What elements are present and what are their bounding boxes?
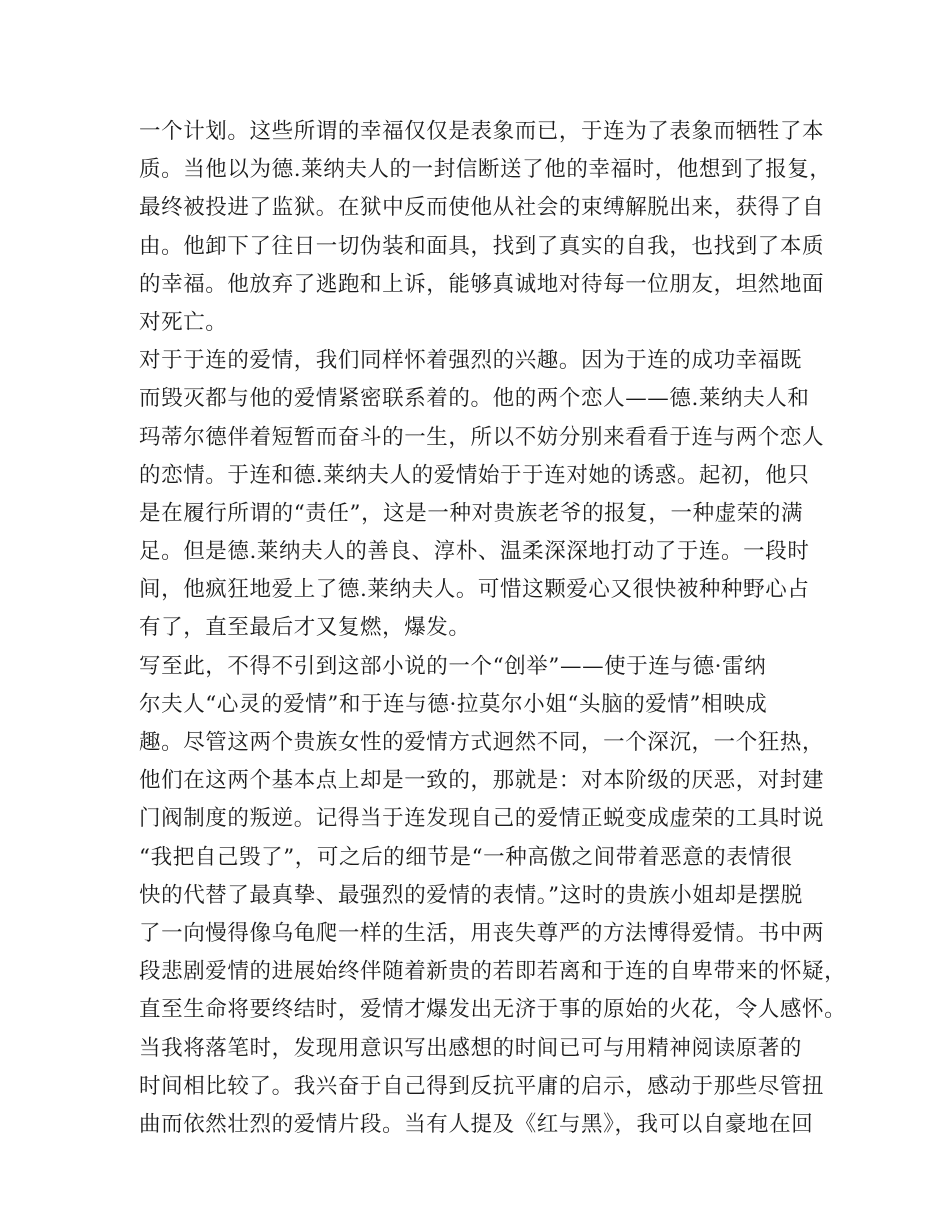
text-line: 当我将落笔时，发现用意识写出感想的时间已可与用精神阅读原著的 <box>139 1035 803 1061</box>
text-line: 对死亡。 <box>139 309 228 335</box>
text-line: 的幸福。他放弃了逃跑和上诉，能够真诚地对待每一位朋友，坦然地面 <box>139 271 825 297</box>
text-line: 直至生命将要终结时，爱情才爆发出无济于事的原始的火花，令人感怀。 <box>139 997 847 1023</box>
text-line: 趣。尽管这两个贵族女性的爱情方式迥然不同，一个深沉，一个狂热， <box>139 730 825 755</box>
text-line: 有了，直至最后才又复燃，爆发。 <box>139 615 471 641</box>
text-line: 了一向慢得像乌龟爬一样的生活，用丧失尊严的方法博得爱情。书中两 <box>139 920 825 946</box>
text-line: 一个计划。这些所谓的幸福仅仅是表象而已，于连为了表象而牺牲了本 <box>139 119 825 144</box>
text-line: 间，他疯狂地爱上了德.莱纳夫人。可惜这颗爱心又很快被种种野心占 <box>139 577 810 603</box>
text-line: 写至此，不得不引到这部小说的一个“创举”——使于连与德·雷纳 <box>139 653 767 679</box>
text-line: 由。他卸下了往日一切伪装和面具，找到了真实的自我，也找到了本质 <box>139 233 825 259</box>
body-text <box>139 113 847 1144</box>
text-line: 曲而依然壮烈的爱情片段。当有人提及《红与黑》，我可以自豪地在回 <box>139 1111 814 1137</box>
text-line: 质。当他以为德.莱纳夫人的一封信断送了他的幸福时，他想到了报复， <box>139 157 832 183</box>
text-line: 的恋情。于连和德.莱纳夫人的爱情始于于连对她的诱惑。起初，他只 <box>139 462 810 488</box>
text-line: 玛蒂尔德伴着短暂而奋斗的一生，所以不妨分别来看看于连与两个恋人 <box>139 424 825 450</box>
text-line: 最终被投进了监狱。在狱中反而使他从社会的束缚解脱出来，获得了自 <box>139 195 825 221</box>
text-line: 他们在这两个基本点上却是一致的，那就是：对本阶级的厌恶，对封建 <box>139 768 825 794</box>
text-line: 快的代替了最真挚、最强烈的爱情的表情。”这时的贵族小姐却是摆脱 <box>139 882 803 908</box>
text-line: 对于于连的爱情，我们同样怀着强烈的兴趣。因为于连的成功幸福既 <box>139 348 803 374</box>
text-line: 是在履行所谓的“责任”，这是一种对贵族老爷的报复，一种虚荣的满 <box>139 500 804 526</box>
text-line: 足。但是德.莱纳夫人的善良、淳朴、温柔深深地打动了于连。一段时 <box>139 539 810 565</box>
text-line: 时间相比较了。我兴奋于自己得到反抗平庸的启示，感动于那些尽管扭 <box>139 1073 825 1099</box>
text-line: “我把自己毁了”，可之后的细节是“一种高傲之间带着恶意的表情很 <box>139 844 793 870</box>
text-line: 而毁灭都与他的爱情紧密联系着的。他的两个恋人——德.莱纳夫人和 <box>139 386 810 412</box>
text-line: 门阀制度的叛逆。记得当于连发现自己的爱情正蜕变成虚荣的工具时说 <box>139 806 825 832</box>
text-line: 段悲剧爱情的进展始终伴随着新贵的若即若离和于连的自卑带来的怀疑， <box>139 959 847 985</box>
text-line: 尔夫人“心灵的爱情”和于连与德·拉莫尔小姐“头脑的爱情”相映成 <box>139 691 768 717</box>
